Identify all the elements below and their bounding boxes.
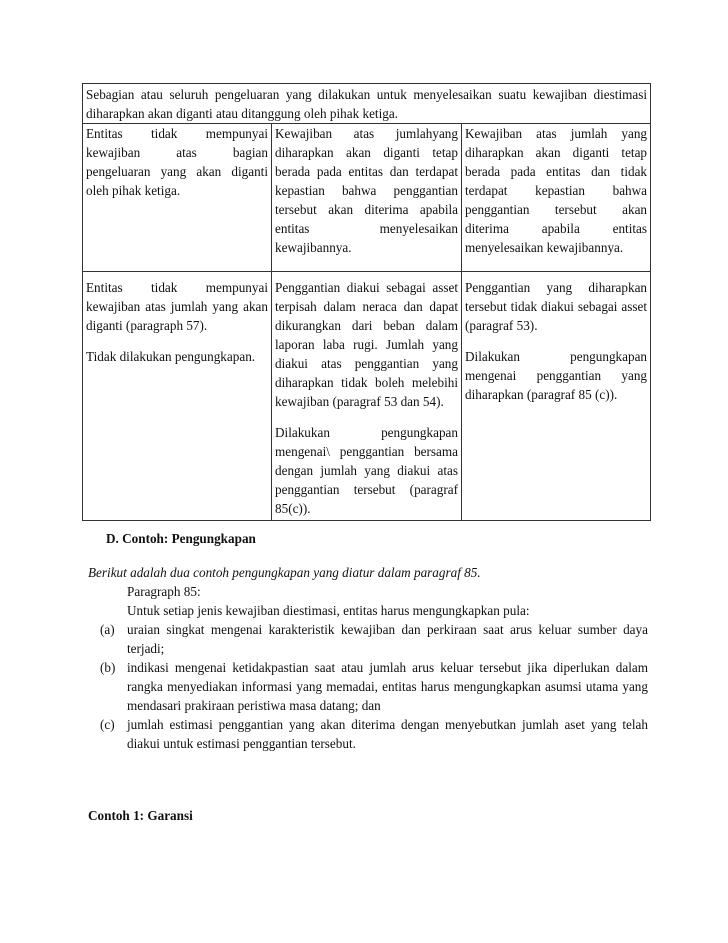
table-cell: Kewajiban atas jumlahyang diharapkan akan diganti tetap berada pada entitas dan terdapat kepastian bahwa penggantian tersebut akan diterima apabila entitas menyelesaikan kewajibannya. xyxy=(272,124,462,272)
cell-paragraph: Penggantian yang diharapkan tersebut tidak diakui sebagai asset (paragraf 53). xyxy=(465,280,648,333)
list-item-text: uraian singkat mengenai karakteristik kewajiban dan perkiraan saat arus keluar sumber daya terjadi; xyxy=(127,622,648,656)
section-heading: D. Contoh: Pengungkapan xyxy=(106,531,256,546)
list-item-text: jumlah estimasi penggantian yang akan diterima dengan menyebutkan jumlah aset yang telah diakui untuk estimasi penggantian tersebut. xyxy=(127,717,648,751)
cell-paragraph: Entitas tidak mempunyai kewajiban atas jumlah yang akan diganti (paragraph 57). xyxy=(86,280,268,333)
table-cell xyxy=(272,272,462,521)
list-item-label: (c) xyxy=(100,717,115,732)
table-cell: Kewajiban atas jumlah yang diharapkan akan diganti tetap berada pada entitas dan tidak terdapat kepastian bahwa penggantian tersebut akan diterima apabila entitas menyelesaikan kewajibannya. xyxy=(462,124,651,272)
comparison-table xyxy=(82,83,651,521)
example-heading: Contoh 1: Garansi xyxy=(88,808,193,823)
disclosure-list xyxy=(100,620,648,753)
cell-paragraph: Dilakukan pengungkapan mengenai penggantian yang diharapkan (paragraf 85 (c)). xyxy=(465,349,648,402)
list-item xyxy=(100,620,648,658)
paragraph-label: Paragraph 85: xyxy=(127,584,201,599)
list-item-label: (a) xyxy=(100,622,115,637)
list-item xyxy=(100,658,648,715)
intro-text: Berikut adalah dua contoh pengungkapan yang diatur dalam paragraf 85. xyxy=(88,565,481,580)
list-item xyxy=(100,715,648,753)
paragraph-block xyxy=(127,582,647,620)
cell-paragraph: Dilakukan pengungkapan mengenai\ penggantian bersama dengan jumlah yang diakui atas penggantian tersebut (paragraf 85(c)). xyxy=(275,425,458,516)
table-cell: Entitas tidak mempunyai kewajiban atas bagian pengeluaran yang akan diganti oleh pihak ketiga. xyxy=(83,124,272,272)
paragraph-text: Untuk setiap jenis kewajiban diestimasi, entitas harus mengungkapkan pula: xyxy=(127,603,530,618)
list-item-text: indikasi mengenai ketidakpastian saat atau jumlah arus keluar tersebut jika diperlukan dalam rangka menyediakan informasi yang memadai, entitas harus mengungkapkan asumsi utama yang mendasari prakiraan peristiwa masa datang; dan xyxy=(127,660,648,713)
list-item-label: (b) xyxy=(100,660,116,675)
table-header-cell: Sebagian atau seluruh pengeluaran yang dilakukan untuk menyelesaikan suatu kewajiban diestimasi diharapkan akan diganti atau ditanggung oleh pihak ketiga. xyxy=(83,84,651,124)
table-cell xyxy=(462,272,651,521)
cell-paragraph: Tidak dilakukan pengungkapan. xyxy=(86,349,256,364)
table-cell xyxy=(83,272,272,521)
cell-paragraph: Penggantian diakui sebagai asset terpisah dalam neraca dan dapat dikurangkan dari beban dalam laporan laba rugi. Jumlah yang diakui atas penggantian yang diharapkan tidak boleh melebihi kewajiban (paragraf 53 dan 54). xyxy=(275,280,458,409)
